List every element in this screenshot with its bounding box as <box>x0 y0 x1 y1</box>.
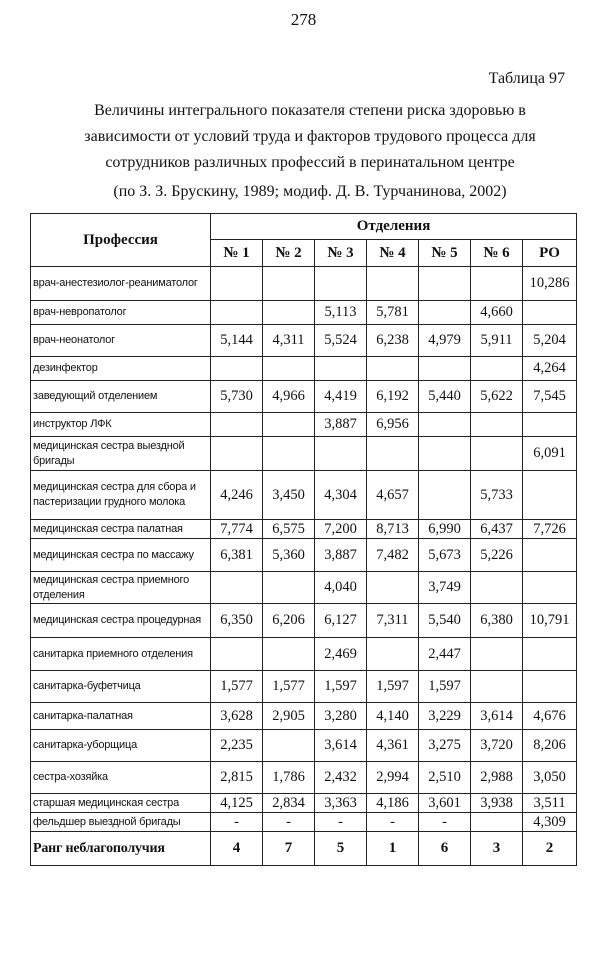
title-line: сотрудников различных профессий в перинатальном центре <box>105 154 515 171</box>
value-cell: 8,206 <box>523 730 577 762</box>
profession-cell: инструктор ЛФК <box>31 413 211 437</box>
value-cell: 5,781 <box>367 301 419 325</box>
title-line: зависимости от условий труда и факторов трудового процесса для <box>84 128 536 145</box>
value-cell: - <box>263 813 315 832</box>
departments-header: Отделения <box>211 214 577 240</box>
value-cell: 6,575 <box>263 520 315 539</box>
value-cell: 2,510 <box>419 762 471 794</box>
column-header: № 4 <box>367 240 419 267</box>
table-row <box>31 301 577 325</box>
value-cell: 7,482 <box>367 539 419 572</box>
table-row <box>31 437 577 471</box>
value-cell: 6,206 <box>263 604 315 638</box>
value-cell: 3,275 <box>419 730 471 762</box>
value-cell: 3,628 <box>211 703 263 730</box>
value-cell: 6,127 <box>315 604 367 638</box>
column-header: № 6 <box>471 240 523 267</box>
value-cell: 4,304 <box>315 471 367 520</box>
value-cell: 6,437 <box>471 520 523 539</box>
table-row <box>31 267 577 301</box>
profession-cell: врач-неонатолог <box>31 325 211 357</box>
value-cell: 7,311 <box>367 604 419 638</box>
table-label: Таблица 97 <box>488 70 565 87</box>
value-cell: 5,204 <box>523 325 577 357</box>
table-row <box>31 638 577 671</box>
value-cell: 4,309 <box>523 813 577 832</box>
value-cell: 5,144 <box>211 325 263 357</box>
value-cell: - <box>211 813 263 832</box>
value-cell: 6,990 <box>419 520 471 539</box>
value-cell: 2,994 <box>367 762 419 794</box>
value-cell: 6,192 <box>367 381 419 413</box>
value-cell <box>263 267 315 301</box>
value-cell: 6,381 <box>211 539 263 572</box>
value-cell: 4,311 <box>263 325 315 357</box>
column-header: № 5 <box>419 240 471 267</box>
value-cell: 5,733 <box>471 471 523 520</box>
value-cell <box>211 301 263 325</box>
rank-cell: 3 <box>471 832 523 866</box>
value-cell <box>523 539 577 572</box>
value-cell: 1,597 <box>367 671 419 703</box>
value-cell: 3,720 <box>471 730 523 762</box>
value-cell: 3,280 <box>315 703 367 730</box>
value-cell: 4,361 <box>367 730 419 762</box>
value-cell <box>263 730 315 762</box>
value-cell <box>419 437 471 471</box>
value-cell <box>419 413 471 437</box>
value-cell <box>523 671 577 703</box>
value-cell: 1,786 <box>263 762 315 794</box>
value-cell: 4,246 <box>211 471 263 520</box>
value-cell <box>419 471 471 520</box>
value-cell <box>367 437 419 471</box>
value-cell <box>263 413 315 437</box>
value-cell: 4,660 <box>471 301 523 325</box>
value-cell <box>315 357 367 381</box>
value-cell: 2,469 <box>315 638 367 671</box>
value-cell: 4,419 <box>315 381 367 413</box>
value-cell: 10,286 <box>523 267 577 301</box>
column-header: № 3 <box>315 240 367 267</box>
profession-cell: санитарка приемного отделения <box>31 638 211 671</box>
value-cell: 3,511 <box>523 794 577 813</box>
rank-cell: 5 <box>315 832 367 866</box>
value-cell: 3,614 <box>315 730 367 762</box>
rank-cell: 4 <box>211 832 263 866</box>
value-cell <box>523 471 577 520</box>
value-cell <box>315 437 367 471</box>
value-cell: 7,774 <box>211 520 263 539</box>
value-cell: 4,676 <box>523 703 577 730</box>
value-cell <box>367 572 419 604</box>
rank-cell: 6 <box>419 832 471 866</box>
value-cell: 5,911 <box>471 325 523 357</box>
value-cell <box>523 572 577 604</box>
value-cell <box>471 638 523 671</box>
column-header: № 1 <box>211 240 263 267</box>
value-cell: 4,186 <box>367 794 419 813</box>
table-title <box>60 98 560 176</box>
value-cell: 5,440 <box>419 381 471 413</box>
profession-cell: медицинская сестра для сбора и пастеризации грудного молока <box>31 471 211 520</box>
table-row <box>31 604 577 638</box>
value-cell: 3,450 <box>263 471 315 520</box>
profession-cell: врач-анестезиолог-реаниматолог <box>31 267 211 301</box>
value-cell: 5,540 <box>419 604 471 638</box>
value-cell: 3,614 <box>471 703 523 730</box>
column-header: № 2 <box>263 240 315 267</box>
value-cell: - <box>315 813 367 832</box>
value-cell: 1,577 <box>263 671 315 703</box>
risk-index-table <box>30 213 577 866</box>
value-cell <box>211 572 263 604</box>
value-cell: 8,713 <box>367 520 419 539</box>
rank-cell: 7 <box>263 832 315 866</box>
value-cell: 2,905 <box>263 703 315 730</box>
value-cell: 3,363 <box>315 794 367 813</box>
value-cell: 2,988 <box>471 762 523 794</box>
value-cell <box>367 357 419 381</box>
value-cell <box>419 301 471 325</box>
table-row <box>31 794 577 813</box>
source-citation: (по З. З. Брускину, 1989; модиф. Д. В. Турчанинова, 2002) <box>113 183 507 200</box>
value-cell: 5,524 <box>315 325 367 357</box>
value-cell: 6,091 <box>523 437 577 471</box>
profession-cell: заведующий отделением <box>31 381 211 413</box>
value-cell: 10,791 <box>523 604 577 638</box>
value-cell <box>523 638 577 671</box>
profession-cell: санитарка-палатная <box>31 703 211 730</box>
value-cell <box>419 267 471 301</box>
rank-label: Ранг неблагополучия <box>31 832 211 866</box>
value-cell: 4,264 <box>523 357 577 381</box>
value-cell: - <box>367 813 419 832</box>
page-number: 278 <box>290 10 317 29</box>
value-cell <box>523 413 577 437</box>
value-cell: 5,673 <box>419 539 471 572</box>
table-row <box>31 357 577 381</box>
value-cell: 5,730 <box>211 381 263 413</box>
profession-cell: старшая медицинская сестра <box>31 794 211 813</box>
value-cell <box>315 267 367 301</box>
profession-cell: врач-невропатолог <box>31 301 211 325</box>
table-row <box>31 413 577 437</box>
value-cell <box>211 437 263 471</box>
value-cell: 2,834 <box>263 794 315 813</box>
value-cell: 1,597 <box>315 671 367 703</box>
value-cell: 4,040 <box>315 572 367 604</box>
value-cell <box>419 357 471 381</box>
value-cell <box>471 267 523 301</box>
value-cell <box>211 357 263 381</box>
value-cell <box>263 572 315 604</box>
value-cell: 3,938 <box>471 794 523 813</box>
column-header: РО <box>523 240 577 267</box>
profession-cell: медицинская сестра процедурная <box>31 604 211 638</box>
rank-row <box>31 832 577 866</box>
table-row <box>31 520 577 539</box>
profession-cell: сестра-хозяйка <box>31 762 211 794</box>
value-cell: 6,380 <box>471 604 523 638</box>
value-cell: 3,887 <box>315 539 367 572</box>
table-row <box>31 471 577 520</box>
value-cell: 2,815 <box>211 762 263 794</box>
value-cell: 5,113 <box>315 301 367 325</box>
value-cell: 3,887 <box>315 413 367 437</box>
profession-cell: медицинская сестра палатная <box>31 520 211 539</box>
table-row <box>31 703 577 730</box>
value-cell: 7,545 <box>523 381 577 413</box>
profession-cell: дезинфектор <box>31 357 211 381</box>
table-row <box>31 539 577 572</box>
profession-cell: санитарка-буфетчица <box>31 671 211 703</box>
value-cell: 5,622 <box>471 381 523 413</box>
value-cell: 3,749 <box>419 572 471 604</box>
value-cell: 4,657 <box>367 471 419 520</box>
value-cell <box>471 671 523 703</box>
value-cell: - <box>419 813 471 832</box>
value-cell: 3,601 <box>419 794 471 813</box>
value-cell: 6,238 <box>367 325 419 357</box>
title-line: Величины интегрального показателя степени риска здоровью в <box>94 102 526 119</box>
value-cell: 4,979 <box>419 325 471 357</box>
value-cell <box>471 357 523 381</box>
value-cell <box>211 267 263 301</box>
value-cell: 1,577 <box>211 671 263 703</box>
profession-cell: медицинская сестра по массажу <box>31 539 211 572</box>
value-cell <box>263 357 315 381</box>
profession-cell: санитарка-уборщица <box>31 730 211 762</box>
value-cell <box>471 813 523 832</box>
value-cell: 1,597 <box>419 671 471 703</box>
table-row <box>31 813 577 832</box>
value-cell: 2,235 <box>211 730 263 762</box>
value-cell <box>471 572 523 604</box>
profession-cell: медицинская сестра выездной бригады <box>31 437 211 471</box>
table-row <box>31 325 577 357</box>
value-cell <box>471 413 523 437</box>
value-cell <box>523 301 577 325</box>
value-cell: 4,125 <box>211 794 263 813</box>
value-cell: 5,360 <box>263 539 315 572</box>
table-row <box>31 762 577 794</box>
table-row <box>31 730 577 762</box>
table-row <box>31 671 577 703</box>
table-row <box>31 572 577 604</box>
value-cell <box>367 267 419 301</box>
profession-cell: медицинская сестра приемного отделения <box>31 572 211 604</box>
value-cell <box>263 301 315 325</box>
value-cell: 3,050 <box>523 762 577 794</box>
profession-header: Профессия <box>31 214 211 267</box>
value-cell: 6,350 <box>211 604 263 638</box>
value-cell: 2,432 <box>315 762 367 794</box>
value-cell <box>263 638 315 671</box>
rank-cell: 1 <box>367 832 419 866</box>
value-cell: 2,447 <box>419 638 471 671</box>
value-cell: 7,200 <box>315 520 367 539</box>
value-cell: 6,956 <box>367 413 419 437</box>
value-cell: 5,226 <box>471 539 523 572</box>
value-cell <box>471 437 523 471</box>
value-cell: 4,966 <box>263 381 315 413</box>
value-cell: 3,229 <box>419 703 471 730</box>
value-cell <box>211 638 263 671</box>
profession-cell: фельдшер выездной бригады <box>31 813 211 832</box>
value-cell <box>263 437 315 471</box>
rank-cell: 2 <box>523 832 577 866</box>
value-cell <box>367 638 419 671</box>
value-cell <box>211 413 263 437</box>
value-cell: 7,726 <box>523 520 577 539</box>
value-cell: 4,140 <box>367 703 419 730</box>
table-row <box>31 381 577 413</box>
